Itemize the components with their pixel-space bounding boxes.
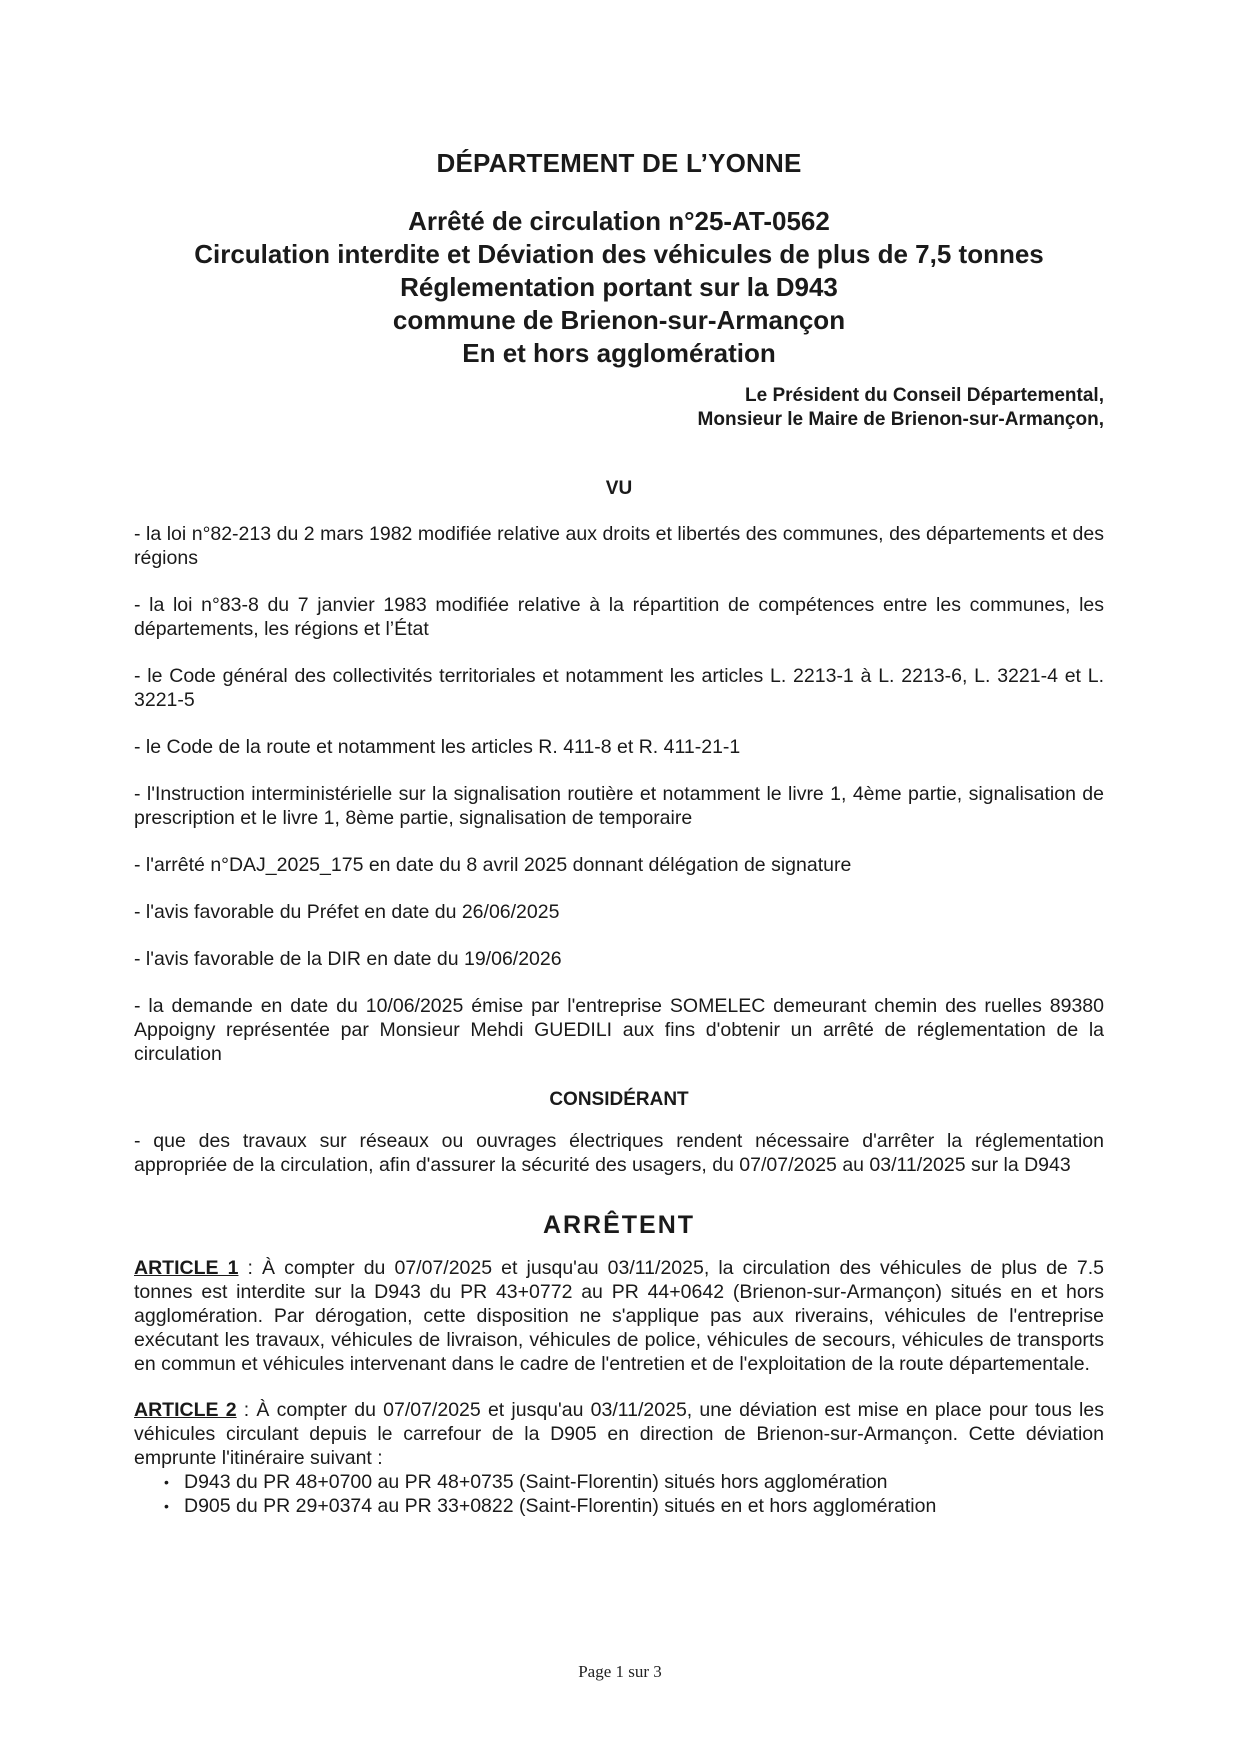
considerant-heading: CONSIDÉRANT (549, 1089, 689, 1110)
vu-item: - la loi n°83-8 du 7 janvier 1983 modifiée relative à la répartition de compétences entre les communes, les départements, les régions et l’État (134, 594, 1104, 640)
article-1-label: ARTICLE 1 (134, 1257, 239, 1279)
vu-item: - la loi n°82-213 du 2 mars 1982 modifiée relative aux droits et libertés des communes, des départements et des régions (134, 523, 1104, 569)
signer-president: Le Président du Conseil Départemental, (745, 385, 1104, 406)
department-heading: DÉPARTEMENT DE L’YONNE (436, 148, 802, 178)
considerant-text: - que des travaux sur réseaux ou ouvrages électriques rendent nécessaire d'arrêter la réglementation appropriée de la circulation, afin d'assurer la sécurité des usagers, du 07/07/2025 au 03/11/2025 sur la D943 (134, 1130, 1104, 1176)
decree-subject: Circulation interdite et Déviation des véhicules de plus de 7,5 tonnes (194, 239, 1044, 269)
article-1 (134, 1256, 1104, 1376)
article-2 (134, 1398, 1104, 1470)
bullet-icon: • (164, 1498, 169, 1514)
page-number: Page 1 sur 3 (578, 1662, 662, 1681)
article-2-label: ARTICLE 2 (134, 1399, 237, 1421)
deviation-itinerary-list (134, 1470, 1104, 1518)
signers-block (134, 384, 1104, 432)
article-1-text: : À compter du 07/07/2025 et jusqu'au 03/11/2025, la circulation des véhicules de plus de 7.5 tonnes est interdite sur la D943 du PR 43+0772 au PR 44+0642 (Brienon-sur-Armançon) situés en et hors agglomération. Par dérogation, cette disposition ne s'applique pas aux riverains, véhicules de l'entreprise exécutant les travaux, véhicules de livraison, véhicules de police, véhicules de secours, véhicules de transports en commun et véhicules intervenant dans le cadre de l'entretien et de l'exploitation de la route départementale. (134, 1257, 1104, 1375)
vu-item: - la demande en date du 10/06/2025 émise par l'entreprise SOMELEC demeurant chemin des ruelles 89380 Appoigny représentée par Monsieur Mehdi GUEDILI aux fins d'obtenir un arrêté de réglementation de la circulation (134, 995, 1104, 1065)
list-item-text: D905 du PR 29+0374 au PR 33+0822 (Saint-Florentin) situés en et hors agglomération (184, 1495, 937, 1517)
vu-item: - l'arrêté n°DAJ_2025_175 en date du 8 avril 2025 donnant délégation de signature (134, 854, 852, 876)
vu-item: - l'Instruction interministérielle sur la signalisation routière et notamment le livre 1, 4ème partie, signalisation de prescription et le livre 1, 8ème partie, signalisation de temporaire (134, 783, 1104, 829)
vu-item: - le Code de la route et notamment les articles R. 411-8 et R. 411-21-1 (134, 736, 741, 758)
decree-commune: commune de Brienon-sur-Armançon (392, 305, 846, 335)
signer-mayor: Monsieur le Maire de Brienon-sur-Armançon, (697, 409, 1104, 430)
vu-item: - le Code général des collectivités territoriales et notamment les articles L. 2213-1 à L. 2213-6, L. 3221-4 et L. 3221-5 (134, 665, 1104, 711)
document-content (134, 130, 1104, 1518)
decree-number: Arrêté de circulation n°25-AT-0562 (408, 206, 830, 236)
decree-road: Réglementation portant sur la D943 (400, 272, 838, 302)
article-2-text: : À compter du 07/07/2025 et jusqu'au 03/11/2025, une déviation est mise en place pour tous les véhicules circulant depuis le carrefour de la D905 en direction de Brienon-sur-Armançon. Cette déviation emprunte l'itinéraire suivant : (134, 1399, 1104, 1469)
bullet-icon: • (164, 1474, 169, 1490)
arretent-heading: ARRÊTENT (542, 1211, 696, 1239)
list-item (164, 1470, 1104, 1494)
list-item-text: D943 du PR 48+0700 au PR 48+0735 (Saint-Florentin) situés hors agglomération (184, 1471, 888, 1493)
vu-item: - l'avis favorable du Préfet en date du 26/06/2025 (134, 901, 560, 923)
decree-scope: En et hors agglomération (462, 338, 776, 368)
decree-title (134, 205, 1104, 370)
vu-item: - l'avis favorable de la DIR en date du 19/06/2026 (134, 948, 562, 970)
vu-heading: VU (605, 478, 633, 499)
list-item (164, 1494, 1104, 1518)
